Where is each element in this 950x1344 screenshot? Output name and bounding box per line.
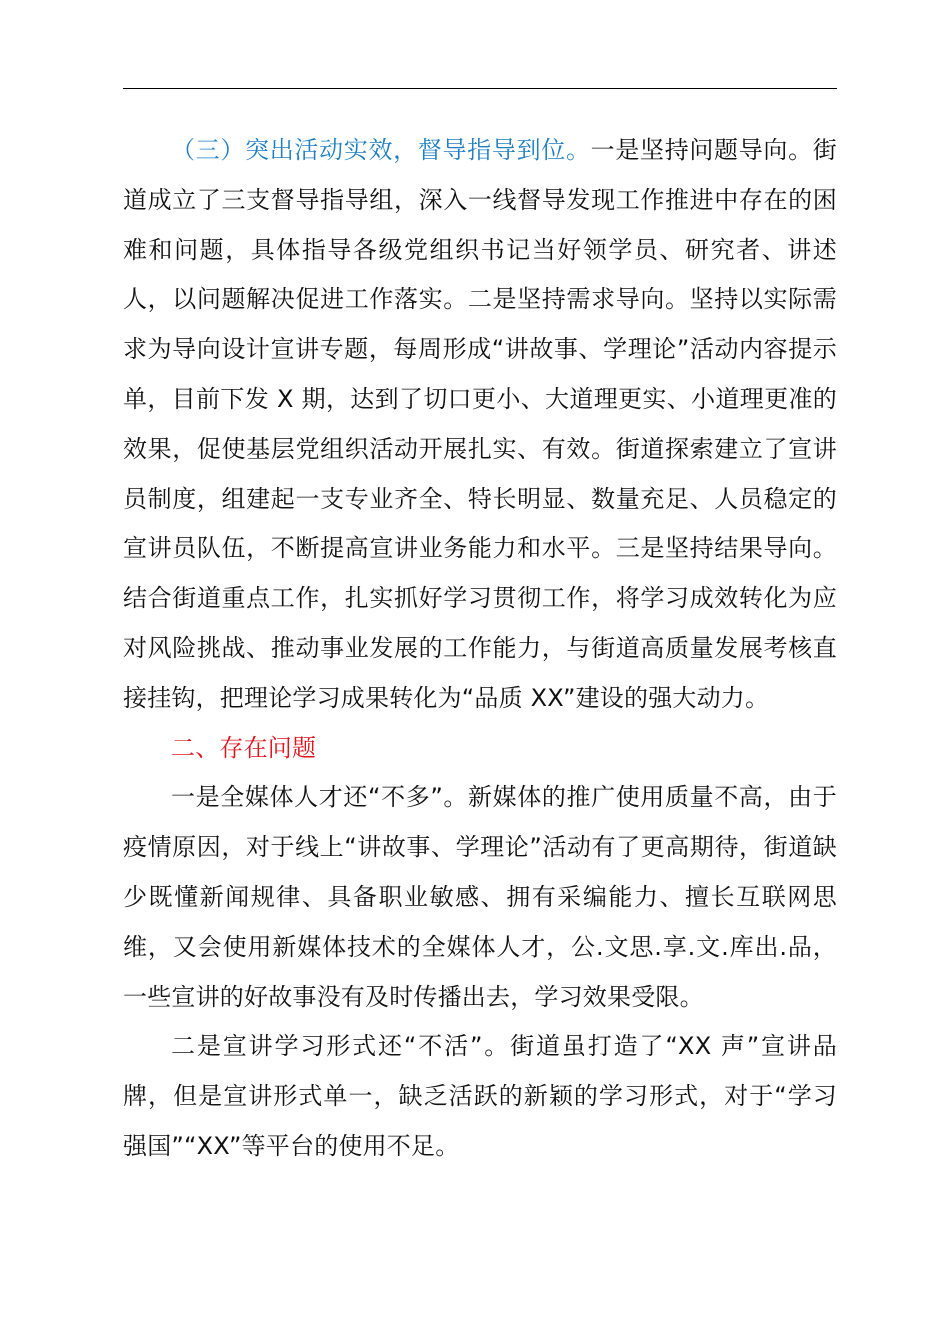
issue-paragraph-2: 二是宣讲学习形式还“不活”。街道虽打造了“XX 声”宣讲品牌，但是宣讲形式单一，缺乏活跃的新颖的学习形式，对于“学习强国”“XX”等平台的使用不足。	[123, 1032, 837, 1160]
section-two-heading: 二、存在问题	[171, 733, 317, 762]
header-rule	[123, 88, 837, 89]
section-three-body: 一是坚持问题导向。街道成立了三支督导指导组，深入一线督导发现工作推进中存在的困难和问题，具体指导各级党组织书记当好领学员、研究者、讲述人，以问题解决促进工作落实。二是坚持需求导向。坚持以实际需求为导向设计宣讲专题，每周形成“讲故事、学理论”活动内容提示单，目前下发 X 期，达到了切口更小、大道理更实、小道理更准的效果，促使基层党组织活动开展扎实、有效。街道探索建立了宣讲员制度，组建起一支专业齐全、特长明显、数量充足、人员稳定的宣讲员队伍，不断提高宣讲业务能力和水平。三是坚持结果导向。结合街道重点工作，扎实抓好学习贯彻工作，将学习成效转化为应对风险挑战、推动事业发展的工作能力，与街道高质量发展考核直接挂钩，把理论学习成果转化为“品质 XX”建设的强大动力。	[123, 136, 837, 712]
section-three-heading: （三）突出活动实效，督导指导到位。	[171, 136, 591, 164]
section-three-paragraph	[123, 126, 837, 724]
document-body	[123, 126, 837, 1172]
issue-paragraph-1: 一是全媒体人才还“不多”。新媒体的推广使用质量不高，由于疫情原因，对于线上“讲故事、学理论”活动有了更高期待，街道缺少既懂新闻规律、具备职业敏感、拥有采编能力、擅长互联网思维，又会使用新媒体技术的全媒体人才，公.文思.享.文.库出.品，一些宣讲的好故事没有及时传播出去，学习效果受限。	[123, 783, 837, 1011]
